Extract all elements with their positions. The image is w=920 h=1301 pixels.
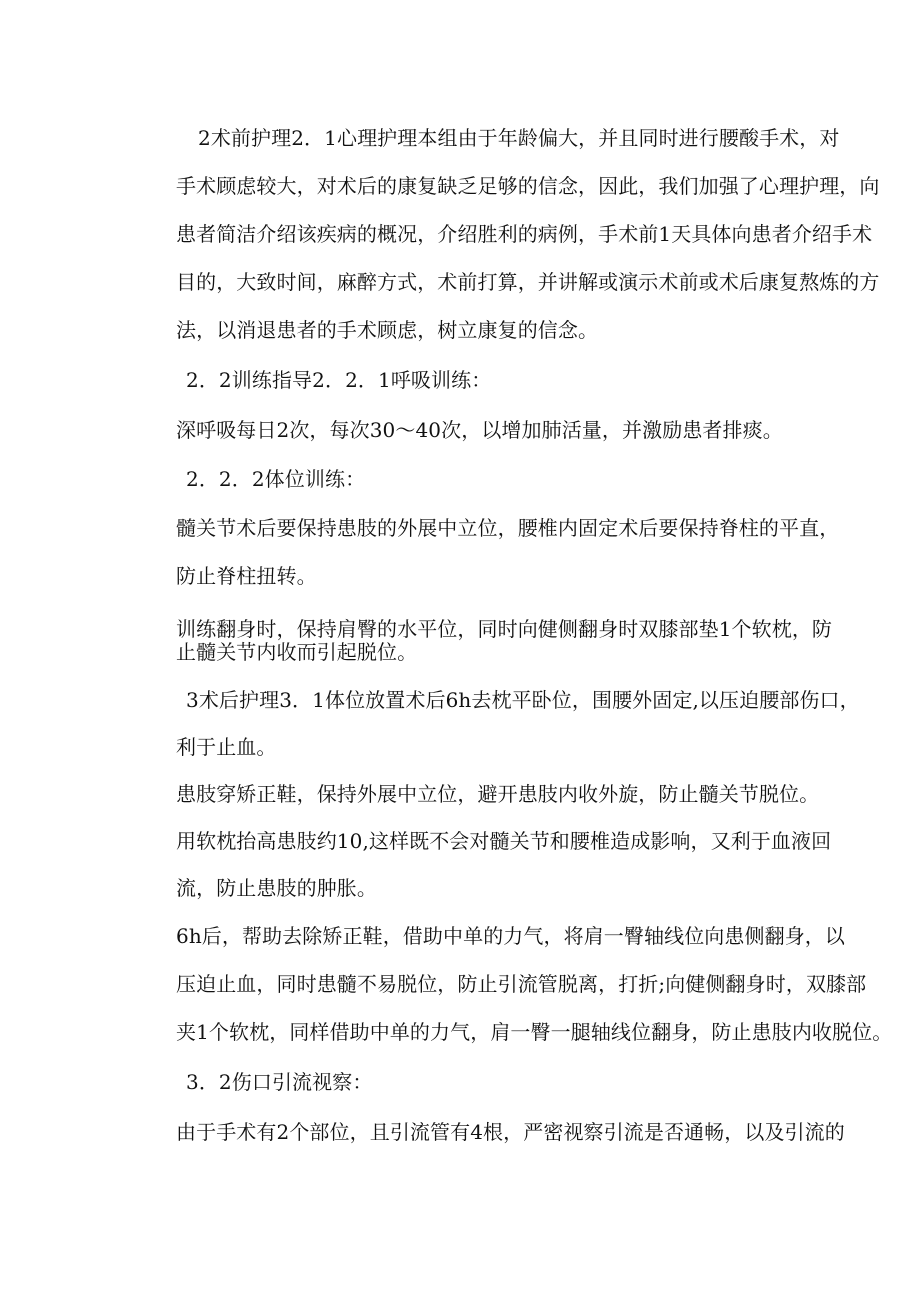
paragraph-line: 防止脊柱扭转。 [176, 564, 317, 588]
paragraph-line: 止髓关节内收而引起脱位。 [176, 640, 418, 664]
paragraph-line: 患者简洁介绍该疾病的概况，介绍胜利的病例，手术前1天具体向患者介绍手术 [176, 222, 873, 246]
paragraph-line: 训练翻身时，保持肩臀的水平位，同时向健侧翻身时双膝部垫1个软枕，防 [176, 617, 833, 641]
paragraph-line: 法，以消退患者的手术顾虑，树立康复的信念。 [176, 318, 599, 342]
paragraph-line: 2．2．2体位训练： [186, 467, 366, 491]
paragraph-line: 3术后护理3．1体位放置术后6h去枕平卧位，围腰外固定,以压迫腰部伤口， [186, 688, 860, 712]
paragraph-line: 深呼吸每日2次，每次30～40次，以增加肺活量，并激励患者排痰。 [176, 418, 783, 442]
paragraph-line: 用软枕抬高患肢约10,这样既不会对髓关节和腰椎造成影响，又利于血液回 [176, 829, 832, 853]
paragraph-line: 3．2伤口引流视察： [186, 1070, 373, 1094]
paragraph-line: 压迫止血，同时患髓不易脱位，防止引流管脱离，打折;向健侧翻身时，双膝部 [176, 972, 867, 996]
paragraph-line: 患肢穿矫正鞋，保持外展中立位，避开患肢内收外旋，防止髓关节脱位。 [176, 782, 820, 806]
paragraph-line: 6h后，帮助去除矫正鞋，借助中单的力气，将肩一臀轴线位向患侧翻身，以 [176, 924, 846, 948]
paragraph-line: 髓关节术后要保持患肢的外展中立位，腰椎内固定术后要保持脊柱的平直， [176, 516, 840, 540]
paragraph-line: 目的，大致时间，麻醉方式，术前打算，并讲解或演示术前或术后康复熬炼的方 [176, 270, 880, 294]
paragraph-line: 手术顾虑较大，对术后的康复缺乏足够的信念，因此，我们加强了心理护理，向 [176, 174, 880, 198]
paragraph-line: 流，防止患肢的肿胀。 [176, 876, 377, 900]
paragraph-line: 夹1个软枕，同样借助中单的力气，肩一臀一腿轴线位翻身，防止患肢内收脱位。 [176, 1020, 893, 1044]
paragraph-line: 2．2训练指导2．2．1呼吸训练： [186, 368, 492, 392]
paragraph-line: 利于止血。 [176, 735, 277, 759]
paragraph-line: 2术前护理2．1心理护理本组由于年龄偏大，并且同时进行腰酸手术，对 [198, 126, 840, 150]
paragraph-line: 由于手术有2个部位，且引流管有4根，严密视察引流是否通畅，以及引流的 [176, 1120, 845, 1144]
